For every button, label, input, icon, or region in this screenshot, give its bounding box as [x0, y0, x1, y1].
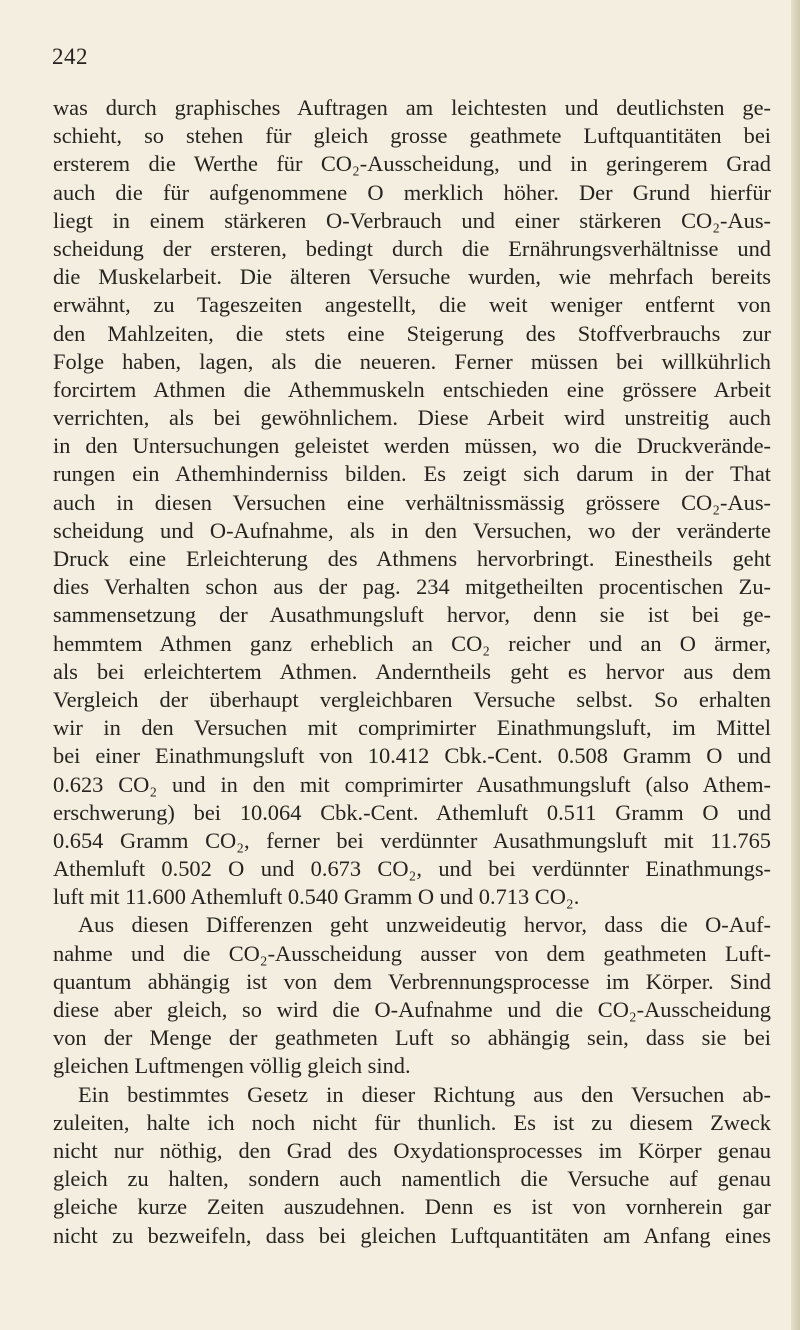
- text-line: auch die für aufgenommene O merklich höher. Der Grund hierfür: [53, 179, 771, 205]
- text-line: diese aber gleich, so wird die O-Aufnahme und die CO₂-Ausscheidung: [53, 997, 771, 1022]
- text-line: gleichen Luftmengen völlig gleich sind.: [53, 1053, 411, 1079]
- text-line: Vergleich der überhaupt vergleichbaren Versuche selbst. So erhalten: [53, 686, 771, 712]
- text-line: die Muskelarbeit. Die älteren Versuche wurden, wie mehrfach bereits: [53, 264, 771, 290]
- text-line: ersterem die Werthe für CO₂-Ausscheidung, und in geringerem Grad: [53, 151, 771, 177]
- text-line: als bei erleichtertem Athmen. Anderntheils geht es hervor aus dem: [53, 658, 771, 684]
- text-line: forcirtem Athmen die Athemmuskeln entschieden eine grössere Arbeit: [53, 376, 771, 402]
- text-line: nicht nur nöthig, den Grad des Oxydationsprocesses im Körper genau: [53, 1137, 771, 1163]
- text-line: den Mahlzeiten, die stets eine Steigerung des Stoffverbrauchs zur: [53, 320, 771, 346]
- text-line: nahme und die CO₂-Ausscheidung ausser von dem geathmeten Luft-: [53, 940, 771, 966]
- text-line: rungen ein Athemhinderniss bilden. Es zeigt sich darum in der That: [53, 461, 771, 487]
- text-line: gleiche kurze Zeiten auszudehnen. Denn es ist von vornherein gar: [53, 1194, 771, 1220]
- text-line: bei einer Einathmungsluft von 10.412 Cbk.-Cent. 0.508 Gramm O und: [53, 743, 771, 769]
- text-line: auch in diesen Versuchen eine verhältnissmässig grössere CO₂-Aus-: [53, 489, 771, 515]
- text-line: 0.654 Gramm CO₂, ferner bei verdünnter Ausathmungsluft mit 11.765: [53, 827, 771, 853]
- text-line: zuleiten, halte ich noch nicht für thunlich. Es ist zu diesem Zweck: [53, 1109, 771, 1135]
- text-line: quantum abhängig ist von dem Verbrennungsprocesse im Körper. Sind: [53, 968, 771, 994]
- text-line: scheidung und O-Aufnahme, als in den Versuchen, wo der veränderte: [53, 517, 771, 543]
- text-line: Druck eine Erleichterung des Athmens hervorbringt. Einestheils geht: [53, 546, 771, 571]
- text-line: Aus diesen Differenzen geht unzweideutig hervor, dass die O-Auf-: [78, 912, 771, 938]
- text-line: sammensetzung der Ausathmungsluft hervor, denn sie ist bei ge-: [53, 602, 771, 628]
- body-text: [53, 94, 771, 1250]
- text-line: liegt in einem stärkeren O-Verbrauch und einer stärkeren CO₂-Aus-: [53, 207, 771, 233]
- page-number: 242: [52, 44, 88, 69]
- text-line: von der Menge der geathmeten Luft so abhängig sein, dass sie bei: [53, 1025, 771, 1051]
- page-edge-shadow: [791, 0, 800, 1330]
- text-line: was durch graphisches Auftragen am leichtesten und deutlichsten ge-: [53, 95, 771, 120]
- text-line: schieht, so stehen für gleich grosse geathmete Luftquantitäten bei: [53, 123, 771, 149]
- text-line: 0.623 CO₂ und in den mit comprimirter Ausathmungsluft (also Athem-: [53, 771, 771, 797]
- text-line: in den Untersuchungen geleistet werden müssen, wo die Druckverände-: [53, 433, 771, 459]
- text-line: nicht zu bezweifeln, dass bei gleichen Luftquantitäten am Anfang eines: [53, 1222, 771, 1248]
- text-line: Athemluft 0.502 O und 0.673 CO₂, und bei verdünnter Einathmungs-: [53, 856, 771, 882]
- text-line: dies Verhalten schon aus der pag. 234 mitgetheilten procentischen Zu-: [53, 574, 771, 600]
- text-line: hemmtem Athmen ganz erheblich an CO₂ reicher und an O ärmer,: [53, 630, 771, 656]
- text-line: erwähnt, zu Tageszeiten angestellt, die weit weniger entfernt von: [53, 292, 771, 318]
- text-line: Folge haben, lagen, als die neueren. Ferner müssen bei willkührlich: [53, 348, 771, 374]
- text-line: scheidung der ersteren, bedingt durch die Ernährungsverhältnisse und: [53, 235, 771, 261]
- text-line: erschwerung) bei 10.064 Cbk.-Cent. Athemluft 0.511 Gramm O und: [53, 799, 771, 825]
- text-line: wir in den Versuchen mit comprimirter Einathmungsluft, im Mittel: [53, 715, 771, 741]
- text-line: Ein bestimmtes Gesetz in dieser Richtung aus den Versuchen ab-: [78, 1081, 771, 1107]
- text-line: verrichten, als bei gewöhnlichem. Diese Arbeit wird unstreitig auch: [53, 405, 771, 431]
- text-line: gleich zu halten, sondern auch namentlich die Versuche auf genau: [53, 1166, 771, 1192]
- text-line: luft mit 11.600 Athemluft 0.540 Gramm O und 0.713 CO₂.: [53, 884, 580, 910]
